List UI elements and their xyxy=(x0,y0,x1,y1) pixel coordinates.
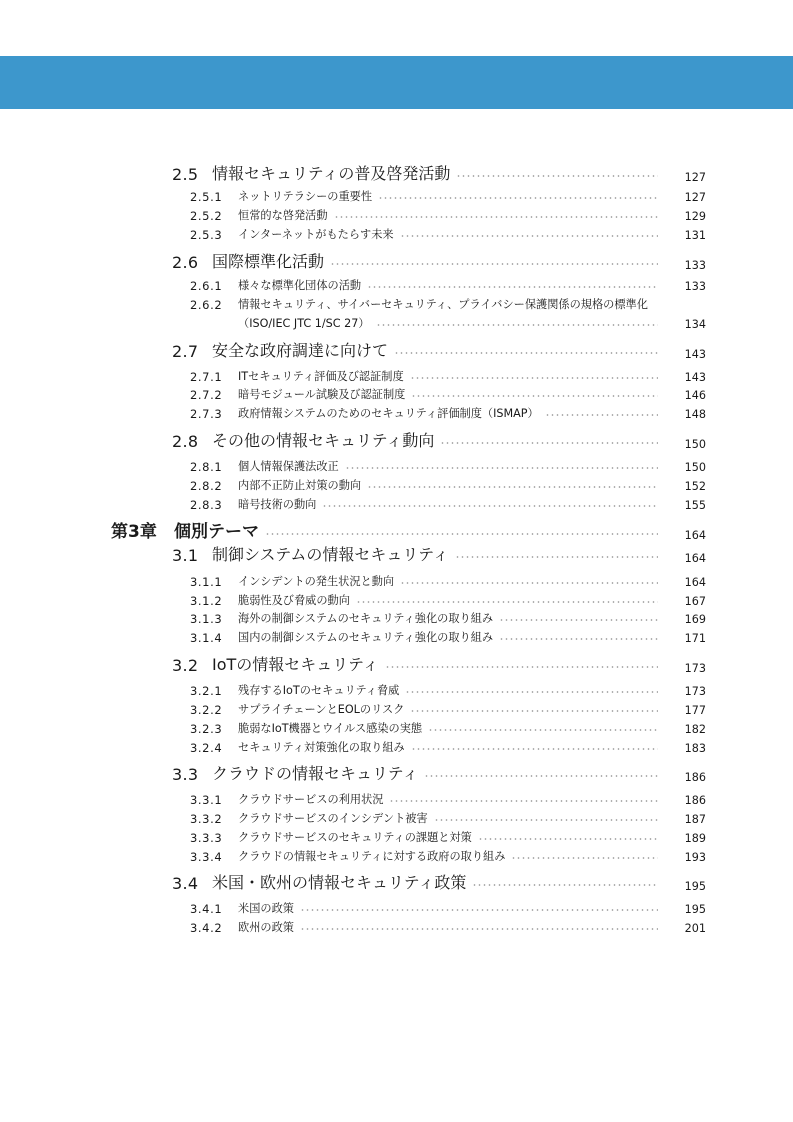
toc-number: 2.5 xyxy=(172,165,199,184)
toc-number: 3.2.4 xyxy=(190,741,223,755)
toc-title: 情報セキュリティ、サイバーセキュリティ、プライバシー保護関係の規格の標準化 xyxy=(238,298,648,311)
toc-page-number: 182 xyxy=(684,723,706,736)
toc-section-row[interactable] xyxy=(0,758,793,784)
toc-number: 2.5.2 xyxy=(190,209,223,223)
toc-page-number: 129 xyxy=(684,210,706,223)
toc-page-number: 186 xyxy=(684,771,706,784)
toc-title: 情報セキュリティの普及啓発活動 xyxy=(212,164,451,183)
toc-entry-row[interactable] xyxy=(0,844,793,864)
toc-title: 米国の政策 xyxy=(238,902,294,915)
dot-leader xyxy=(330,263,658,265)
toc-title: その他の情報セキュリティ動向 xyxy=(212,431,435,450)
toc-title: IoTの情報セキュリティ xyxy=(212,655,379,674)
toc-section-row[interactable] xyxy=(0,425,793,451)
toc-entry-row[interactable] xyxy=(0,716,793,736)
dot-leader xyxy=(424,775,658,777)
toc-section-row[interactable] xyxy=(0,335,793,361)
dot-leader xyxy=(511,857,658,859)
dot-leader xyxy=(405,691,658,693)
toc-number: 2.8.3 xyxy=(190,498,223,512)
toc-title: クラウドの情報セキュリティ xyxy=(212,764,419,783)
toc-number: 2.8 xyxy=(172,432,199,451)
toc-entry-row[interactable] xyxy=(0,806,793,826)
toc-title: 脆弱性及び脅威の動向 xyxy=(238,594,350,607)
toc-title: 海外の制御システムのセキュリティ強化の取り組み xyxy=(238,612,494,625)
dot-leader xyxy=(456,175,658,177)
toc-title: 恒常的な啓発活動 xyxy=(238,209,328,222)
toc-number: 3.1.3 xyxy=(190,612,223,626)
dot-leader xyxy=(455,556,658,558)
toc-title: （ISO/IEC JTC 1/SC 27） xyxy=(238,317,370,330)
toc-title: 制御システムの情報セキュリティ xyxy=(212,545,449,564)
toc-page-number: 189 xyxy=(684,832,706,845)
toc-number: 2.7.2 xyxy=(190,388,223,402)
toc-number: 3.1 xyxy=(172,546,199,565)
toc-title: 国際標準化活動 xyxy=(212,252,325,271)
toc-page-number: 155 xyxy=(684,499,706,512)
toc-entry-row[interactable] xyxy=(0,311,793,331)
toc-entry-row[interactable] xyxy=(0,606,793,626)
toc-section-row[interactable] xyxy=(0,649,793,675)
toc-title: 欧州の政策 xyxy=(238,921,294,934)
toc-entry-row[interactable] xyxy=(0,203,793,223)
toc-number: 2.7.3 xyxy=(190,407,223,421)
dot-leader xyxy=(434,819,658,821)
toc-page-number: 195 xyxy=(684,880,706,893)
toc-entry-row[interactable] xyxy=(0,292,793,312)
toc-title: 残存するIoTのセキュリティ脅威 xyxy=(238,684,400,697)
toc-number: 2.8.1 xyxy=(190,460,223,474)
toc-title: 個別テーマ xyxy=(174,522,259,542)
dot-leader xyxy=(410,710,658,712)
toc-entry-row[interactable] xyxy=(0,382,793,402)
toc-page-number: 183 xyxy=(684,742,706,755)
toc-title: 安全な政府調達に向けて xyxy=(212,341,389,360)
toc-title: クラウドサービスのセキュリティの課題と対策 xyxy=(238,831,472,844)
toc-page-number: 173 xyxy=(684,662,706,675)
toc-section-row[interactable] xyxy=(0,158,793,184)
toc-entry-row[interactable] xyxy=(0,825,793,845)
toc-page-number: 164 xyxy=(684,552,706,565)
toc-title: 国内の制御システムのセキュリティ強化の取り組み xyxy=(238,631,494,644)
toc-entry-row[interactable] xyxy=(0,492,793,512)
toc-entry-row[interactable] xyxy=(0,787,793,807)
toc-title: クラウドサービスのインシデント被害 xyxy=(238,812,428,825)
toc-page-number: 167 xyxy=(684,595,706,608)
toc-number: 2.6.1 xyxy=(190,279,223,293)
toc-page-number: 186 xyxy=(684,794,706,807)
dot-leader xyxy=(411,395,658,397)
dot-leader xyxy=(356,601,658,603)
toc-entry-row[interactable] xyxy=(0,625,793,645)
dot-leader xyxy=(345,467,658,469)
toc-entry-row[interactable] xyxy=(0,184,793,204)
toc-page-number: 169 xyxy=(684,613,706,626)
toc-number: 3.1.1 xyxy=(190,575,223,589)
toc-title: サプライチェーンとEOLのリスク xyxy=(238,703,405,716)
toc-number: 3.4 xyxy=(172,874,199,893)
toc-page-number: 146 xyxy=(684,389,706,402)
toc-page-number: 150 xyxy=(684,461,706,474)
toc-number: 2.5.1 xyxy=(190,190,223,204)
toc-page-number: 201 xyxy=(684,922,706,935)
toc-entry-row[interactable] xyxy=(0,896,793,916)
dot-leader xyxy=(385,666,658,668)
toc-title: ITセキュリティ評価及び認証制度 xyxy=(238,370,404,383)
toc-entry-row[interactable] xyxy=(0,222,793,242)
toc-page-number: 143 xyxy=(684,371,706,384)
dot-leader xyxy=(265,533,658,535)
toc-title: 内部不正防止対策の動向 xyxy=(238,479,362,492)
dot-leader xyxy=(499,638,658,640)
toc-page-number: 193 xyxy=(684,851,706,864)
toc-title: 米国・欧州の情報セキュリティ政策 xyxy=(212,873,467,892)
dot-leader xyxy=(410,377,658,379)
toc-number: 2.8.2 xyxy=(190,479,223,493)
toc-number: 3.3.3 xyxy=(190,831,223,845)
dot-leader xyxy=(478,838,658,840)
toc-title: インターネットがもたらす未来 xyxy=(238,228,394,241)
toc-entry-row[interactable] xyxy=(0,697,793,717)
dot-leader xyxy=(440,442,658,444)
toc-number: 3.2.2 xyxy=(190,703,223,717)
toc-page-number: 134 xyxy=(684,318,706,331)
toc-entry-row[interactable] xyxy=(0,273,793,293)
toc-number: 第3章 xyxy=(111,522,157,542)
toc-entry-row[interactable] xyxy=(0,588,793,608)
toc-entry-row[interactable] xyxy=(0,473,793,493)
toc-title: 暗号技術の動向 xyxy=(238,498,317,511)
toc-page-number: 177 xyxy=(684,704,706,717)
toc-title: セキュリティ対策強化の取り組み xyxy=(238,741,405,754)
dot-leader xyxy=(322,505,658,507)
toc-page-number: 171 xyxy=(684,632,706,645)
dot-leader xyxy=(400,582,658,584)
toc-number: 3.3.2 xyxy=(190,812,223,826)
toc-number: 3.2.1 xyxy=(190,684,223,698)
toc-page-number: 133 xyxy=(684,280,706,293)
dot-leader xyxy=(378,197,658,199)
toc-number: 2.6 xyxy=(172,253,199,272)
toc-number: 3.1.4 xyxy=(190,631,223,645)
toc-section-row[interactable] xyxy=(0,246,793,272)
toc-page-number: 164 xyxy=(684,576,706,589)
toc-title: 政府情報システムのためのセキュリティ評価制度（ISMAP） xyxy=(238,407,539,420)
toc-page-number: 173 xyxy=(684,685,706,698)
dot-leader xyxy=(367,486,658,488)
toc-number: 2.7 xyxy=(172,342,199,361)
toc-page-number: 195 xyxy=(684,903,706,916)
toc-number: 3.4.2 xyxy=(190,921,223,935)
toc-page-number: 164 xyxy=(684,529,706,542)
toc-section-row[interactable] xyxy=(0,539,793,565)
toc-number: 2.7.1 xyxy=(190,370,223,384)
toc-number: 3.2 xyxy=(172,656,199,675)
dot-leader xyxy=(376,324,658,326)
toc-entry-row[interactable] xyxy=(0,401,793,421)
toc-title: インシデントの発生状況と動向 xyxy=(238,575,395,588)
dot-leader xyxy=(389,800,658,802)
toc-entry-row[interactable] xyxy=(0,569,793,589)
toc-entry-row[interactable] xyxy=(0,364,793,384)
toc-page-number: 127 xyxy=(684,191,706,204)
toc-number: 3.3.4 xyxy=(190,850,223,864)
toc-entry-row[interactable] xyxy=(0,735,793,755)
toc-page-number: 187 xyxy=(684,813,706,826)
dot-leader xyxy=(334,216,658,218)
toc-title: 様々な標準化団体の活動 xyxy=(238,279,362,292)
dot-leader xyxy=(394,352,658,354)
toc-page-number: 148 xyxy=(684,408,706,421)
dot-leader xyxy=(300,928,658,930)
toc-number: 2.5.3 xyxy=(190,228,223,242)
toc-number: 2.6.2 xyxy=(190,298,223,312)
toc-entry-row[interactable] xyxy=(0,678,793,698)
dot-leader xyxy=(367,286,658,288)
toc-title: 暗号モジュール試験及び認証制度 xyxy=(238,388,406,401)
toc-title: クラウドの情報セキュリティに対する政府の取り組み xyxy=(238,850,506,863)
toc-entry-row[interactable] xyxy=(0,454,793,474)
dot-leader xyxy=(300,909,658,911)
dot-leader xyxy=(499,619,658,621)
dot-leader xyxy=(411,748,658,750)
toc-number: 3.1.2 xyxy=(190,594,223,608)
toc-title: クラウドサービスの利用状況 xyxy=(238,793,384,806)
dot-leader xyxy=(400,235,658,237)
toc-page-number: 127 xyxy=(684,171,706,184)
toc-number: 3.4.1 xyxy=(190,902,223,916)
dot-leader xyxy=(545,414,658,416)
toc-entry-row[interactable] xyxy=(0,915,793,935)
toc-page-number: 152 xyxy=(684,480,706,493)
toc-page-number: 131 xyxy=(684,229,706,242)
toc-title: 脆弱なIoT機器とウイルス感染の実態 xyxy=(238,722,423,735)
toc-page-number: 150 xyxy=(684,438,706,451)
toc-page-number: 143 xyxy=(684,348,706,361)
dot-leader xyxy=(472,884,658,886)
toc-title: ネットリテラシーの重要性 xyxy=(238,190,373,203)
dot-leader xyxy=(428,729,658,731)
toc-number: 3.3 xyxy=(172,765,199,784)
toc-title: 個人情報保護法改正 xyxy=(238,460,339,473)
toc-section-row[interactable] xyxy=(0,867,793,893)
toc-number: 3.3.1 xyxy=(190,793,223,807)
toc-number: 3.2.3 xyxy=(190,722,223,736)
toc-page-number: 133 xyxy=(684,259,706,272)
